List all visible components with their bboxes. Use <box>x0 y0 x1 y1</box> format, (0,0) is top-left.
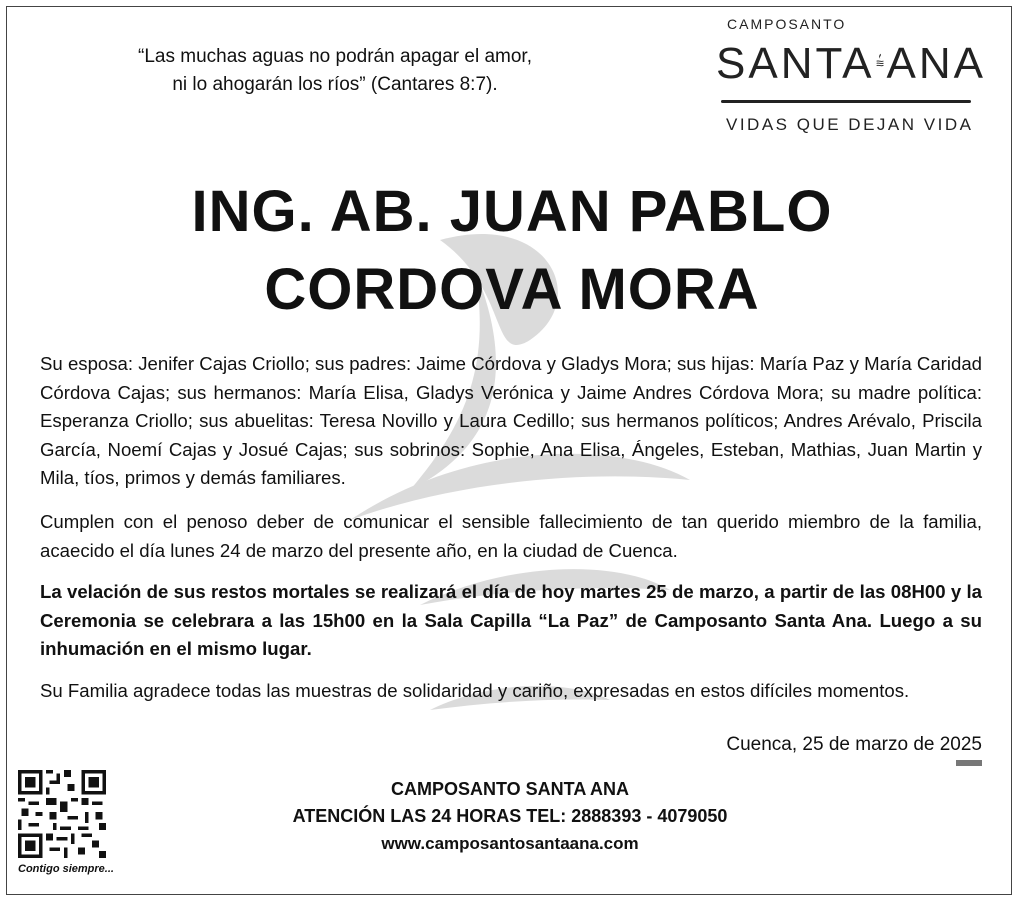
footer-contact <box>250 776 770 857</box>
ceremony-paragraph: La velación de sus restos mortales se realizará el día de hoy martes 25 de marzo, a partir de las 08H00 y la Ceremonia se celebrara a las 15h00 en la Sala Capilla “La Paz” de Camposanto Santa Ana. Luego a su inhumación en el mismo lugar. <box>40 581 982 659</box>
footer-phone: ATENCIÓN LAS 24 HORAS TEL: 2888393 - 4079050 <box>292 806 728 826</box>
quote-line-1: “Las muchas aguas no podrán apagar el amor, <box>138 46 532 67</box>
logo-divider <box>721 100 971 103</box>
camposanto-logo <box>716 16 986 135</box>
dateline: Cuenca, 25 de marzo de 2025 <box>726 734 982 755</box>
deceased-name-line-1: ING. AB. JUAN PABLO <box>191 179 833 244</box>
quote-line-2: ni lo ahogarán los ríos” (Cantares 8:7). <box>172 74 498 95</box>
flame-icon <box>876 38 884 82</box>
thanks-paragraph: Su Familia agradece todas las muestras de solidaridad y cariño, expresadas en estos difíciles momentos. <box>40 680 910 701</box>
qr-caption: Contigo siempre... <box>18 863 114 875</box>
logo-wordmark <box>716 38 986 86</box>
logo-top-text: CAMPOSANTO <box>727 16 847 32</box>
dateline-bar <box>956 760 982 766</box>
footer-website-link[interactable]: www.camposantosantaana.com <box>381 834 639 853</box>
logo-word-left: SANTA <box>716 39 875 88</box>
logo-tagline: VIDAS QUE DEJAN VIDA <box>726 115 974 134</box>
qr-code-icon[interactable] <box>18 770 106 858</box>
announcement-paragraph: Cumplen con el penoso deber de comunicar el sensible fallecimiento de tan querido miembro de la familia, acaecido el día lunes 24 de marzo del presente año, en la ciudad de Cuenca. <box>40 511 982 561</box>
family-paragraph: Su esposa: Jenifer Cajas Criollo; sus padres: Jaime Córdova y Gladys Mora; sus hijas: María Paz y María Caridad Córdova Cajas; sus hermanos: María Elisa, Gladys Verónica y Jaime Andres Córdova Mora; su madre política: Esperanza Criollo; sus abuelitas: Teresa Novillo y Laura Cedillo; sus hermanos políticos; Andres Arévalo, Priscila García, Noemí Cajas y Josué Cajas; sus sobrinos: Sophie, Ana Elisa, Ángeles, Esteban, Mathias, Juan Martin y Mila, tíos, primos y demás familiares. <box>40 353 982 488</box>
logo-word-right: ANA <box>886 39 986 88</box>
deceased-name-line-2: CORDOVA MORA <box>264 257 760 322</box>
footer-company: CAMPOSANTO SANTA ANA <box>391 779 629 799</box>
bible-quote <box>100 43 570 99</box>
